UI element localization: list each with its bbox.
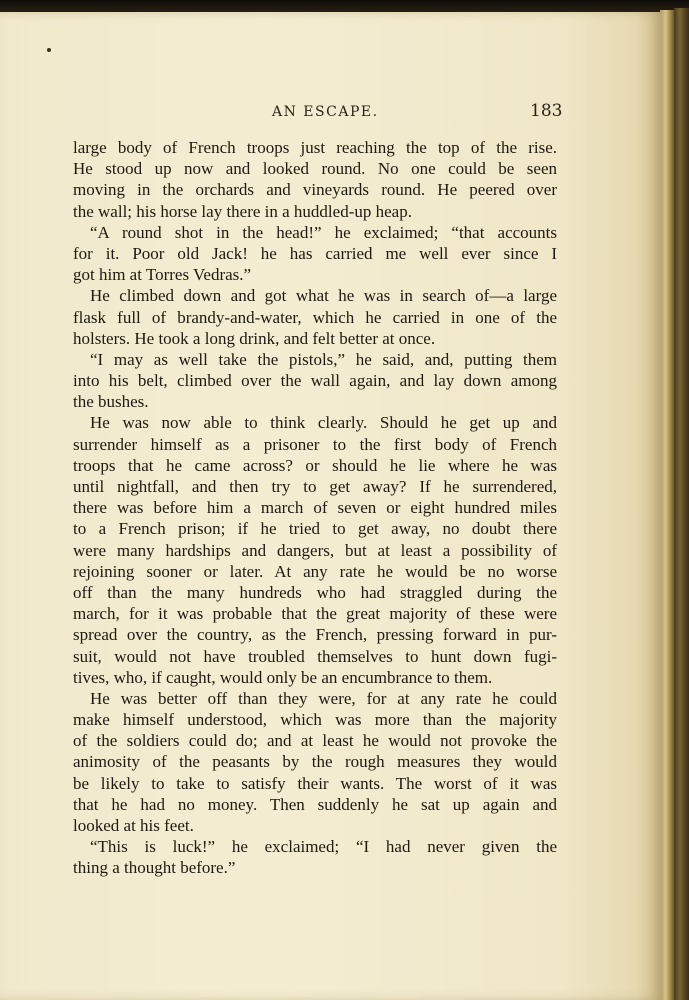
text-line: He climbed down and got what he was in search of—a large: [90, 286, 557, 306]
text-line: troops that he came across? or should he lie where he was: [73, 455, 557, 475]
text-line: be likely to take to satisfy their wants. The worst of it was: [73, 773, 557, 793]
text-line: of the soldiers could do; and at least he would not provoke the: [73, 731, 557, 751]
text-line: thing a thought before.”: [73, 858, 236, 878]
text-line: surrender himself as a prisoner to the first body of French: [73, 434, 557, 454]
page-number: 183: [530, 101, 563, 121]
running-head-title: AN ESCAPE.: [272, 104, 379, 120]
body-text: [73, 137, 557, 879]
text-line: off than the many hundreds who had straggled during the: [73, 582, 557, 602]
text-line: holsters. He took a long drink, and felt better at once.: [73, 328, 436, 348]
text-line: rejoining sooner or later. At any rate he would be no worse: [73, 561, 557, 581]
text-line: moving in the orchards and vineyards round. He peered over: [73, 180, 557, 200]
ink-speck: [47, 48, 51, 52]
text-line: He was better off than they were, for at any rate he could: [90, 688, 557, 708]
text-line: that he had no money. Then suddenly he sat up again and: [73, 794, 557, 814]
text-line: animosity of the peasants by the rough measures they would: [73, 752, 557, 772]
text-line: flask full of brandy-and-water, which he carried in one of the: [73, 307, 557, 327]
book-edge-outer: [674, 8, 689, 1000]
text-line: the wall; his horse lay there in a huddled-up heap.: [73, 201, 412, 221]
text-line: make himself understood, which was more than the majority: [73, 710, 557, 730]
book-page: [0, 12, 662, 1000]
text-line: for it. Poor old Jack! he has carried me well ever since I: [73, 243, 557, 263]
running-head: [0, 101, 662, 128]
text-line: “This is luck!” he exclaimed; “I had never given the: [90, 837, 557, 857]
text-line: spread over the country, as the French, pressing forward in pur-: [73, 625, 557, 645]
text-line: until nightfall, and then try to get away? If he surrendered,: [73, 477, 557, 496]
text-line: He stood up now and looked round. No one could be seen: [73, 159, 557, 179]
text-line: there was before him a march of seven or eight hundred miles: [73, 498, 557, 518]
text-line: “I may as well take the pistols,” he said, and, putting them: [90, 349, 557, 369]
text-line: got him at Torres Vedras.”: [73, 265, 252, 285]
text-line: were many hardships and dangers, but at least a possibility of: [73, 540, 557, 560]
text-line: into his belt, climbed over the wall again, and lay down among: [73, 371, 557, 391]
text-line: to a French prison; if he tried to get away, no doubt there: [73, 519, 557, 539]
text-line: “A round shot in the head!” he exclaimed; “that accounts: [90, 222, 557, 242]
text-line: tives, who, if caught, would only be an encumbrance to them.: [73, 667, 493, 687]
page-edge-stack: [660, 10, 674, 1000]
text-line: looked at his feet.: [73, 816, 194, 835]
text-line: large body of French troops just reaching the top of the rise.: [73, 138, 557, 157]
text-line: march, for it was probable that the great majority of these were: [73, 604, 557, 624]
text-line: suit, would not have troubled themselves to hunt down fugi-: [73, 646, 557, 666]
text-line: the bushes.: [73, 392, 149, 412]
text-line: He was now able to think clearly. Should he get up and: [90, 413, 557, 433]
